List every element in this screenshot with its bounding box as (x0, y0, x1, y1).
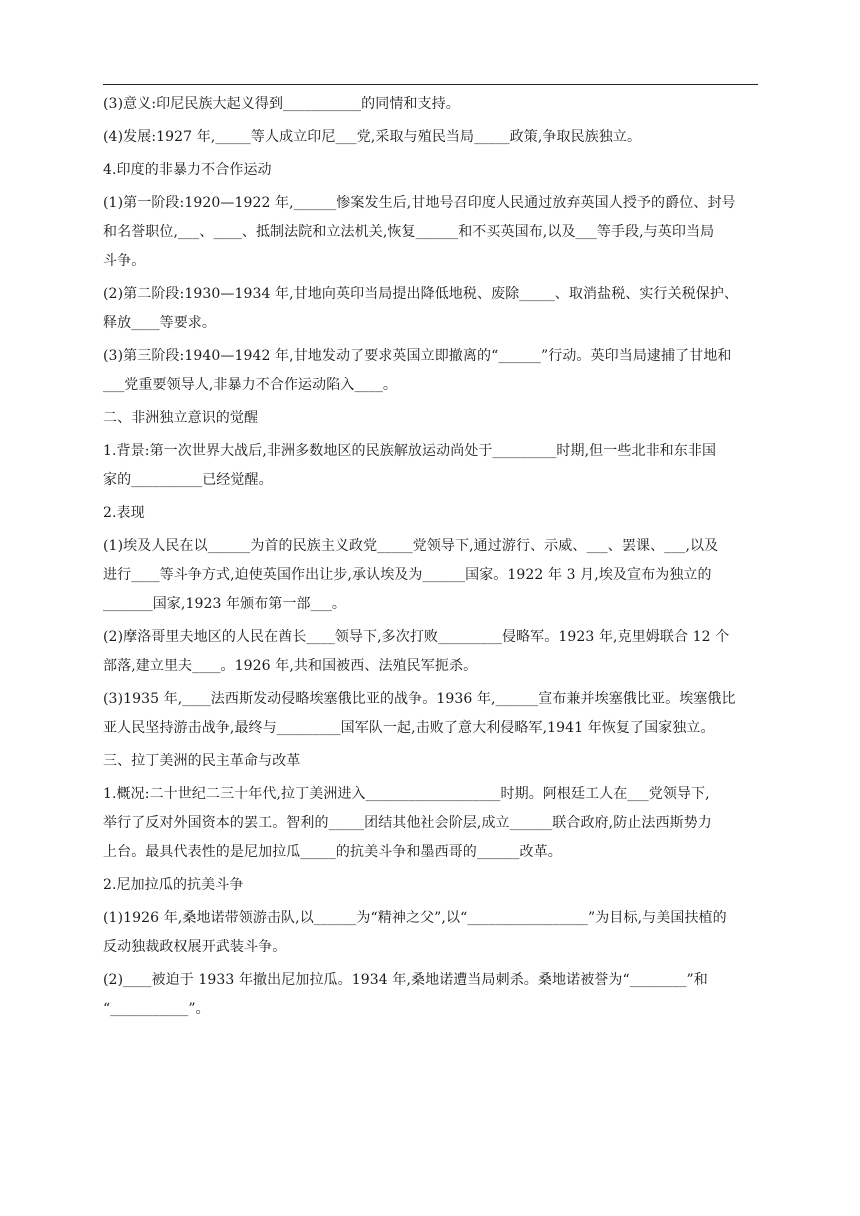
section-heading-africa: 二、非洲独立意识的觉醒 (103, 410, 259, 426)
line-23: 1.概况:二十世纪二三十年代,拉丁美洲进入___________________时期。阿根廷工人在___党领导下, (103, 786, 710, 802)
line-24: 举行了反对外国资本的罢工。智利的_____团结其他社会阶层,成立______联合政府,防止法西斯势力 (103, 815, 712, 831)
line-20: (3)1935 年,____法西斯发动侵略埃塞俄比亚的战争。1936 年,______宣布兼并埃塞俄比亚。埃塞俄比 (103, 691, 736, 707)
line-13: 家的__________已经觉醒。 (103, 472, 273, 488)
line-19: 部落,建立里夫____。1926 年,共和国被西、法殖民军扼杀。 (103, 658, 478, 674)
line-1: (3)意义:印尼民族大起义得到___________的同情和支持。 (103, 96, 460, 112)
line-30: “___________”。 (103, 1001, 210, 1017)
line-16: 进行____等斗争方式,迫使英国作出让步,承认埃及为______国家。1922 年 3 月,埃及宣布为独立的 (103, 567, 712, 583)
line-9: (3)第三阶段:1940—1942 年,甘地发动了要求英国立即撤离的“______”行动。英印当局逮捕了甘地和 (103, 348, 732, 364)
line-10: ___党重要领导人,非暴力不合作运动陷入____。 (103, 377, 397, 393)
line-4: (1)第一阶段:1920—1922 年,______惨案发生后,甘地号召印度人民通过放弃英国人授予的爵位、封号 (103, 195, 736, 211)
header-rule (103, 84, 758, 85)
line-27: (1)1926 年,桑地诺带领游击队,以______为“精神之父”,以“_________________”为目标,与美国扶植的 (103, 910, 727, 926)
line-2: (4)发展:1927 年,_____等人成立印尼___党,采取与殖民当局_____政策,争取民族独立。 (103, 129, 642, 145)
document-body (103, 90, 758, 1024)
line-6: 斗争。 (103, 253, 146, 269)
subheading-manifestation: 2.表现 (103, 505, 145, 521)
subheading-nicaragua: 2.尼加拉瓜的抗美斗争 (103, 877, 244, 893)
section-heading-latin-america: 三、拉丁美洲的民主革命与改革 (103, 753, 301, 769)
line-7: (2)第二阶段:1930—1934 年,甘地向英印当局提出降低地税、废除_____、取消盐税、实行关税保护、 (103, 286, 739, 302)
line-25: 上台。最具代表性的是尼加拉瓜_____的抗美斗争和墨西哥的______改革。 (103, 844, 562, 860)
line-15: (1)埃及人民在以______为首的民族主义政党_____党领导下,通过游行、示威、___、罢课、___,以及 (103, 538, 719, 554)
section-heading-india: 4.印度的非暴力不合作运动 (103, 162, 272, 178)
line-18: (2)摩洛哥里夫地区的人民在酋长____领导下,多次打败_________侵略军。1923 年,克里姆联合 12 个 (103, 629, 730, 645)
line-12: 1.背景:第一次世界大战后,非洲多数地区的民族解放运动尚处于_________时期,但一些北非和东非国 (103, 443, 717, 459)
line-8: 释放____等要求。 (103, 315, 216, 331)
line-28: 反动独裁政权展开武装斗争。 (103, 939, 287, 955)
line-29: (2)____被迫于 1933 年撤出尼加拉瓜。1934 年,桑地诺遭当局刺杀。桑地诺被誉为“________”和 (103, 972, 708, 988)
line-21: 亚人民坚持游击战争,最终与_________国军队一起,击败了意大利侵略军,1941 年恢复了国家独立。 (103, 720, 715, 736)
line-5: 和名誉职位,___、____、抵制法院和立法机关,恢复______和不买英国布,以及___等手段,与英印当局 (103, 224, 715, 240)
line-17: _______国家,1923 年颁布第一部___。 (103, 596, 347, 612)
